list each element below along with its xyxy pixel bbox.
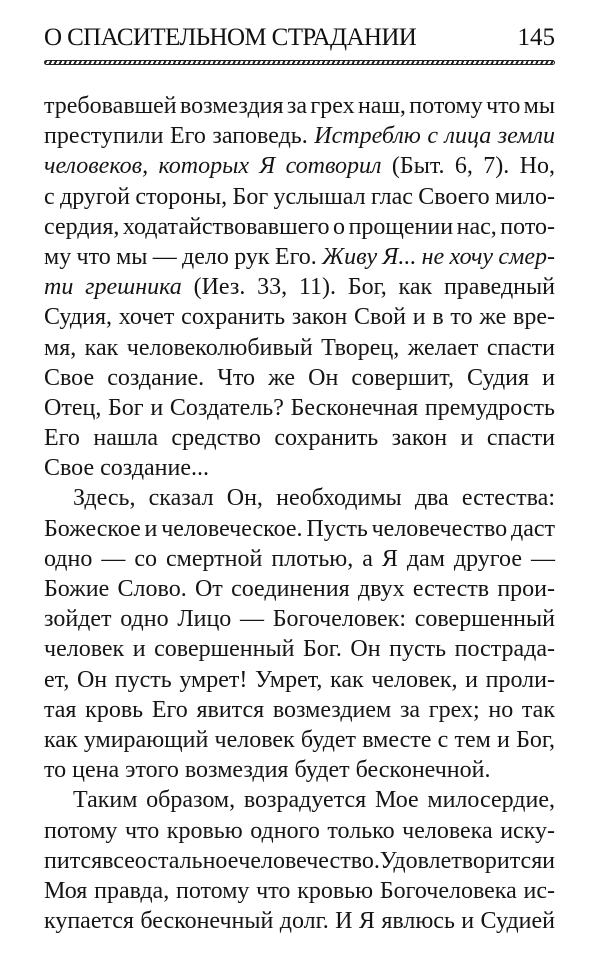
text-segment: Его нашла средство сохранить закон и спасти — [44, 425, 555, 452]
text-segment: с другой стороны, Бог услышал глас Своего мило- — [44, 183, 555, 210]
text-line — [44, 906, 555, 936]
book-page — [44, 0, 555, 971]
paragraph-first-line — [44, 785, 555, 815]
text-segment: Божеское и человеческое. Пусть человечество даст — [44, 515, 555, 542]
rope-rule-icon — [44, 60, 555, 65]
scripture-quote: Живу Я... не хочу смер- — [322, 243, 556, 270]
text-segment: пится все остальное человечество. Удовлетворится и — [44, 847, 555, 874]
chapter-title: О СПАСИТЕЛЬНОМ СТРАДАНИИ — [44, 24, 417, 51]
text-segment: му что мы — дело рук Его. — [44, 243, 323, 270]
text-line — [44, 302, 555, 332]
text-line — [44, 453, 555, 483]
text-segment: (Быт. 6, 7). Но, — [381, 153, 556, 180]
text-segment: Судия, хочет сохранить закон Свой и в то же вре- — [44, 304, 555, 331]
text-line — [44, 333, 555, 363]
text-segment: то цена этого возмездия будет бесконечной. — [44, 757, 491, 784]
paragraph-first-line — [44, 483, 555, 513]
text-segment: сердия, ходатайствовавшего о прощении нас, пото- — [44, 213, 555, 240]
text-line — [44, 755, 555, 785]
text-segment: ет, Он пусть умрет! Умрет, как человек, и проли- — [44, 666, 555, 693]
text-segment: Здесь, сказал Он, необходимы два естества: — [73, 485, 555, 512]
text-segment: зойдет одно Лицо — Богочеловек: совершенный — [44, 606, 555, 633]
scripture-quote: Истреблю с лица земли — [314, 123, 555, 150]
text-line — [44, 725, 555, 755]
text-line — [44, 846, 555, 876]
text-segment: мя, как человеколюбивый Творец, желает спасти — [44, 334, 555, 361]
text-line — [44, 665, 555, 695]
text-segment: тая кровь Его явится возмездием за грех; но так — [44, 696, 555, 723]
scripture-quote: ти грешника — [44, 274, 182, 301]
text-segment: Свое создание... — [44, 455, 210, 482]
text-segment: требовавшей возмездия за грех наш, потому что мы — [44, 93, 555, 119]
text-segment: Свое создание. Что же Он совершит, Судия и — [44, 364, 555, 391]
text-segment: преступили Его заповедь. — [44, 123, 315, 150]
text-segment: Моя правда, потому что кровью Богочеловека ис- — [44, 877, 555, 904]
text-segment: Божие Слово. От соединения двух естеств прои- — [44, 576, 555, 602]
text-line — [44, 876, 555, 906]
text-line — [44, 695, 555, 725]
text-segment: одно — со смертной плотью, а Я дам другое — — [44, 545, 555, 572]
text-line — [44, 423, 555, 453]
text-segment: потому что кровью одного только человека иску- — [44, 817, 555, 844]
text-line — [44, 182, 555, 212]
scripture-quote: человеков, которых Я сотворил — [44, 153, 382, 180]
text-segment: купается бесконечный долг. И Я явлюсь и Судией — [44, 908, 555, 935]
text-line — [44, 604, 555, 634]
text-line — [44, 514, 555, 544]
text-segment: человек и совершенный Бог. Он пусть пострада- — [44, 636, 555, 663]
text-line — [44, 544, 555, 574]
text-segment: (Иез. 33, 11). Бог, как праведный — [181, 274, 555, 301]
text-line — [44, 816, 555, 846]
text-line — [44, 272, 555, 302]
text-line — [44, 393, 555, 423]
body-text — [44, 91, 555, 936]
running-head — [44, 22, 555, 54]
text-line — [44, 363, 555, 393]
text-line — [44, 151, 555, 181]
page-number: 145 — [517, 24, 555, 51]
text-segment: Таким образом, возрадуется Мое милосердие, — [73, 787, 555, 814]
text-line — [44, 212, 555, 242]
text-line — [44, 91, 555, 121]
text-line — [44, 121, 555, 151]
text-line — [44, 574, 555, 604]
text-segment: как умирающий человек будет вместе с тем и Бог, — [44, 726, 555, 753]
text-line — [44, 242, 555, 272]
text-line — [44, 634, 555, 664]
text-segment: Отец, Бог и Создатель? Бесконечная премудрость — [44, 394, 555, 421]
